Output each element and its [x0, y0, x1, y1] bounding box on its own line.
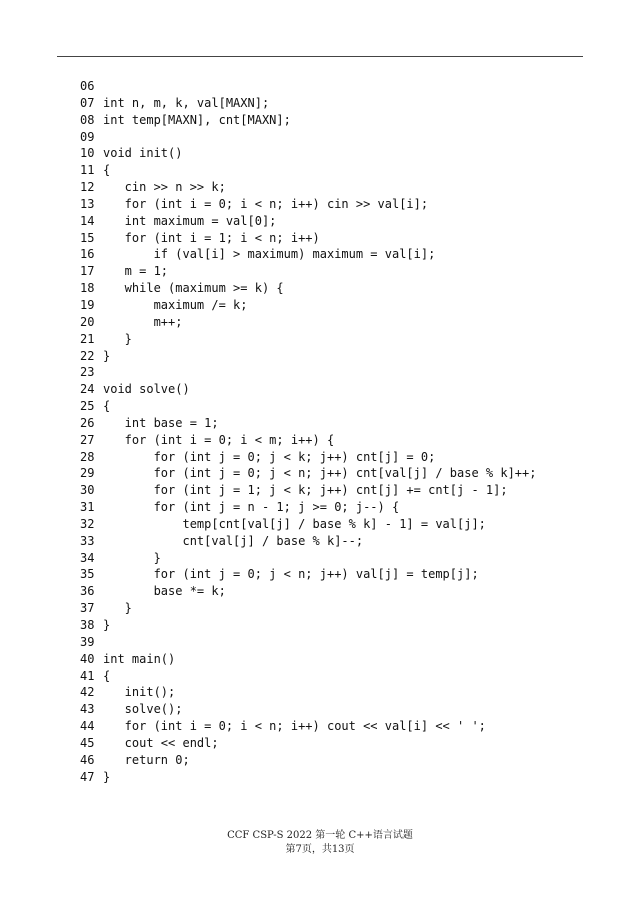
header-rule — [57, 56, 583, 57]
line-code: int temp[MAXN], cnt[MAXN]; — [103, 112, 291, 127]
line-code: cout << endl; — [103, 735, 219, 750]
line-code: } — [103, 550, 161, 565]
line-number: 37 — [80, 601, 95, 616]
line-code: int base = 1; — [103, 415, 219, 430]
line-number: 11 — [80, 163, 95, 178]
line-code: void init() — [103, 146, 183, 161]
line-code: } — [103, 601, 132, 616]
line-code: for (int i = 0; i < m; i++) { — [103, 432, 335, 447]
line-code: } — [103, 769, 111, 784]
line-code: for (int i = 0; i < n; i++) cout << val[i] << ' '; — [103, 719, 486, 734]
line-code: for (int i = 1; i < n; i++) — [103, 230, 320, 245]
line-number: 38 — [80, 618, 95, 632]
line-number: 26 — [80, 415, 95, 430]
line-number: 18 — [80, 281, 95, 296]
line-code: void solve() — [103, 382, 190, 397]
line-number: 35 — [80, 567, 95, 582]
line-code: m = 1; — [103, 264, 169, 279]
line-code: return 0; — [103, 752, 190, 767]
line-number: 06 — [80, 79, 95, 93]
line-number: 15 — [80, 230, 95, 245]
line-code: int n, m, k, val[MAXN]; — [103, 95, 270, 110]
line-code: temp[cnt[val[j] / base % k] - 1] = val[j]; — [103, 516, 486, 531]
line-number: 10 — [80, 146, 95, 161]
line-number: 41 — [80, 668, 95, 683]
line-code: for (int i = 0; i < n; i++) cin >> val[i]; — [103, 196, 429, 211]
line-number: 12 — [80, 180, 95, 195]
line-number: 19 — [80, 297, 95, 312]
line-code: if (val[i] > maximum) maximum = val[i]; — [103, 247, 436, 262]
line-number: 14 — [80, 213, 95, 228]
line-number: 27 — [80, 432, 95, 447]
footer-exam-title: CCF CSP-S 2022 第一轮 C++语言试题 — [227, 830, 413, 841]
line-number: 42 — [80, 685, 95, 700]
line-number: 32 — [80, 516, 95, 531]
line-number: 13 — [80, 196, 95, 211]
line-number: 40 — [80, 651, 95, 666]
line-number: 28 — [80, 449, 95, 464]
line-number: 23 — [80, 365, 95, 380]
line-number: 20 — [80, 314, 95, 329]
line-number: 16 — [80, 247, 95, 262]
line-code: for (int j = 1; j < k; j++) cnt[j] += cnt[j - 1]; — [103, 483, 508, 498]
line-number: 39 — [80, 634, 95, 649]
line-code: for (int j = 0; j < k; j++) cnt[j] = 0; — [103, 449, 436, 464]
line-number: 45 — [80, 735, 95, 750]
line-number: 36 — [80, 584, 95, 599]
line-code: init(); — [103, 685, 176, 700]
line-code: cin >> n >> k; — [103, 180, 226, 195]
line-code: { — [103, 399, 111, 414]
line-number: 21 — [80, 331, 95, 346]
line-number: 33 — [80, 533, 95, 548]
line-code: m++; — [103, 314, 183, 329]
footer-page-number: 第7页，共13页 — [285, 844, 355, 855]
line-number: 24 — [80, 382, 95, 397]
line-code: } — [103, 618, 111, 632]
line-code: maximum /= k; — [103, 297, 248, 312]
line-number: 44 — [80, 719, 95, 734]
line-code: for (int j = 0; j < n; j++) val[j] = temp[j]; — [103, 567, 479, 582]
line-code: } — [103, 331, 132, 346]
line-code: int maximum = val[0]; — [103, 213, 277, 228]
line-number: 22 — [80, 348, 95, 363]
line-number: 47 — [80, 769, 95, 784]
line-number: 08 — [80, 112, 95, 127]
line-number: 34 — [80, 550, 95, 565]
line-code: cnt[val[j] / base % k]--; — [103, 533, 364, 548]
line-code: { — [103, 163, 111, 178]
line-code: for (int j = 0; j < n; j++) cnt[val[j] / base % k]++; — [103, 466, 537, 481]
line-number: 46 — [80, 752, 95, 767]
line-number: 31 — [80, 500, 95, 515]
line-code: while (maximum >= k) { — [103, 281, 284, 296]
line-number: 07 — [80, 95, 95, 110]
line-number: 09 — [80, 129, 95, 144]
line-number: 17 — [80, 264, 95, 279]
line-number: 43 — [80, 702, 95, 717]
line-code: for (int j = n - 1; j >= 0; j--) { — [103, 500, 400, 515]
line-code: solve(); — [103, 702, 183, 717]
line-code: base *= k; — [103, 584, 226, 599]
line-number: 25 — [80, 399, 95, 414]
line-code: } — [103, 348, 111, 363]
line-number: 29 — [80, 466, 95, 481]
line-code: { — [103, 668, 111, 683]
line-code: int main() — [103, 651, 176, 666]
line-number: 30 — [80, 483, 95, 498]
